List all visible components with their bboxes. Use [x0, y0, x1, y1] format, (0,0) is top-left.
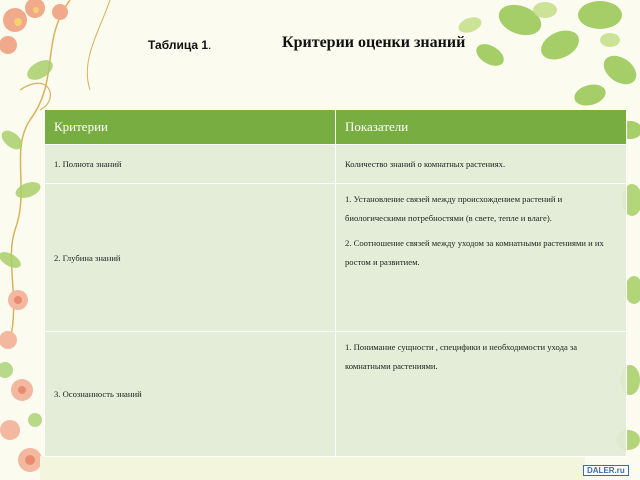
criterion-cell: 1. Полнота знаний [45, 145, 336, 184]
table-row [45, 145, 627, 184]
column-header-indicators: Показатели [336, 110, 627, 145]
indicator-text: 2. Соотношение связей между уходом за комнатными растениями и их ростом и развитием. [345, 238, 604, 267]
table-header-row [45, 110, 627, 145]
indicator-text: 1. Установление связей между происхождением растений и биологическими потребностями (в свете, тепле и влаге). [345, 194, 563, 223]
indicators-cell [336, 332, 627, 457]
table-row [45, 332, 627, 457]
watermark-logo [583, 463, 629, 477]
criterion-cell: 3. Осознанность знаний [45, 332, 336, 457]
table-row [45, 184, 627, 332]
table-number-label [148, 38, 211, 52]
indicator-text: Количество знаний о комнатных растениях. [345, 158, 506, 169]
table-number-text: Таблица 1 [148, 38, 209, 52]
criteria-table [44, 109, 627, 457]
indicators-cell [336, 145, 627, 184]
page-title: Критерии оценки знаний [282, 34, 466, 51]
criterion-cell: 2. Глубина знаний [45, 184, 336, 332]
column-header-criteria: Критерии [45, 110, 336, 145]
indicators-cell [336, 184, 627, 332]
indicator-text: 1. Понимание сущности , специфики и необходимости ухода за комнатными растениями. [345, 342, 578, 371]
watermark-text: DALER.ru [583, 465, 629, 476]
table-number-dot: . [208, 38, 212, 52]
